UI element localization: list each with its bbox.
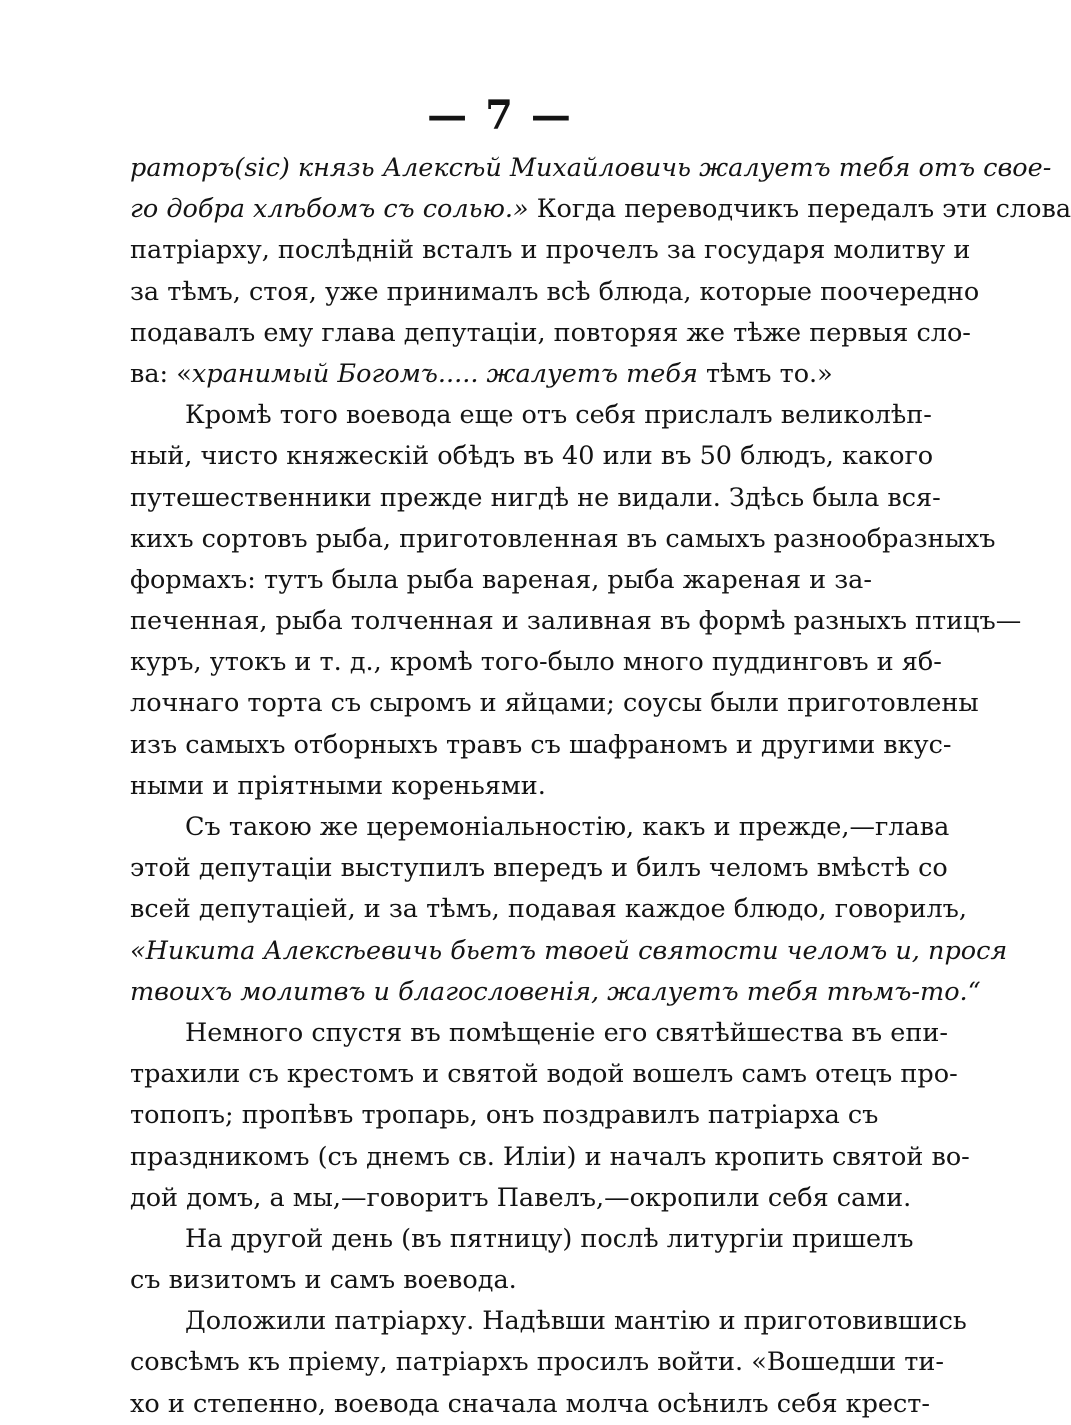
text-segment: Немного спустя въ помѣщеніе его святѣйшества въ епи- [185, 1017, 948, 1048]
text-line [130, 931, 1008, 972]
text-line [130, 354, 872, 395]
text-segment: Когда переводчикъ передалъ эти слова [528, 194, 1071, 225]
text-line [130, 1342, 944, 1383]
text-line [130, 1260, 872, 1301]
text-segment: кихъ сортовъ рыба, приготовленная въ самыхъ разнообразныхъ [130, 523, 996, 554]
text-segment: ный, чисто княжескій обѣдъ въ 40 или въ 50 блюдъ, какого [130, 441, 934, 472]
page-number: — 7 — [427, 92, 573, 139]
text-line [130, 1137, 970, 1178]
text-segment: подавалъ ему глава депутаціи, повторяя же тѣже первыя сло- [130, 317, 971, 348]
text-segment: Кромѣ того воевода еще отъ себя прислалъ великолѣп- [185, 400, 932, 431]
text-line [130, 848, 948, 889]
text-segment: формахъ: тутъ была рыба вареная, рыба жареная и за- [130, 564, 873, 595]
text-line [130, 1013, 948, 1054]
text-segment: этой депутаціи выступилъ впередъ и билъ челомъ вмѣстѣ со [130, 853, 948, 884]
text-segment: лочнаго торта съ сыромъ и яйцами; соусы были приготовлены [130, 688, 979, 719]
text-segment: ными и пріятными кореньями. [130, 770, 546, 801]
text-line [130, 519, 996, 560]
text-line [130, 395, 932, 436]
text-body [130, 148, 1071, 1425]
text-segment: ва: « [130, 358, 192, 389]
text-line [130, 436, 934, 477]
text-line [130, 601, 1022, 642]
text-segment: топопъ; пропѣвъ тропарь, онъ поздравилъ патріарха съ [130, 1100, 879, 1131]
text-segment: трахили съ крестомъ и святой водой вошелъ самъ отецъ про- [130, 1059, 958, 1090]
text-line [130, 972, 981, 1013]
text-segment: Съ такою же церемоніальностію, какъ и прежде,—глава [185, 812, 950, 842]
text-segment: праздникомъ (съ днемъ св. Иліи) и началъ кропить святой во- [130, 1141, 970, 1172]
text-line [130, 1178, 912, 1219]
text-line [130, 642, 942, 683]
text-line [130, 725, 952, 766]
text-segment: за тѣмъ, стоя, уже принималъ всѣ блюда, которые поочередно [130, 276, 980, 307]
text-segment: путешественники прежде нигдѣ не видали. Здѣсь была вся- [130, 482, 941, 513]
text-segment: куръ, утокъ и т. д., кромѣ того-было много пуддинговъ и яб- [130, 647, 942, 678]
text-line [130, 766, 872, 807]
text-line [130, 683, 979, 724]
text-line [130, 189, 1071, 230]
text-segment: всей депутаціей, и за тѣмъ, подавая каждое блюдо, говорилъ, [130, 894, 967, 925]
text-segment: хо и степенно, воевода сначала молча осѣнилъ себя крест- [130, 1388, 930, 1419]
text-segment: Доложили патріарху. Надѣвши мантію и приготовившись [185, 1306, 967, 1337]
text-line [130, 1384, 930, 1425]
italic-text: твоихъ молитвъ и благословенія, жалуетъ тебя тѣмъ-то.“ [130, 976, 981, 1007]
text-line [130, 230, 971, 271]
text-segment: тѣмъ то.» [697, 358, 833, 389]
text-line [130, 313, 971, 354]
text-segment: дой домъ, а мы,—говоритъ Павелъ,—окропили себя сами. [130, 1182, 912, 1213]
text-line [130, 1054, 958, 1095]
italic-text: «Никита Алексѣевичь бьетъ твоей святости челомъ и, прося [130, 935, 1008, 966]
text-line [130, 148, 1052, 189]
text-line [130, 889, 967, 930]
text-line [130, 1219, 914, 1260]
text-segment: печенная, рыба толченная и заливная въ формѣ разныхъ птицъ— [130, 606, 1022, 637]
text-line [130, 478, 941, 519]
text-line [130, 272, 980, 313]
text-segment: совсѣмъ къ пріему, патріархъ просилъ войти. «Вошедши ти- [130, 1347, 944, 1378]
italic-text: раторъ(sic) князь Алексѣй Михайловичь жалуетъ тебя отъ свое- [130, 153, 1052, 183]
text-segment: съ визитомъ и самъ воевода. [130, 1265, 517, 1296]
text-line [130, 1095, 879, 1136]
italic-text: го добра хлѣбомъ съ солью.» [130, 194, 529, 225]
text-line [130, 1301, 967, 1342]
text-segment: изъ самыхъ отборныхъ травъ съ шафраномъ и другими вкус- [130, 729, 952, 760]
text-segment: На другой день (въ пятницу) послѣ литургіи пришелъ [185, 1223, 914, 1254]
text-line [130, 560, 872, 601]
italic-text: хранимый Богомъ..... жалуетъ тебя [191, 358, 698, 389]
text-segment: патріарху, послѣдній всталъ и прочелъ за государя молитву и [130, 235, 971, 266]
text-line [130, 807, 950, 848]
